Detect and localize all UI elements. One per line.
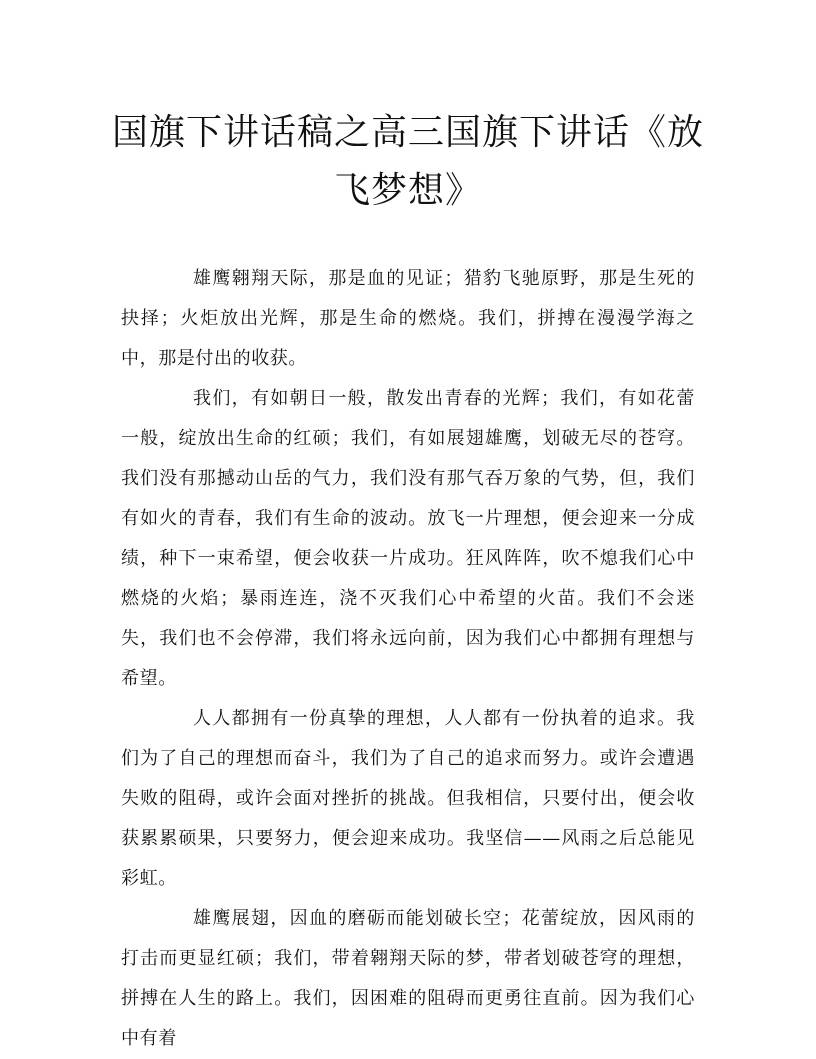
paragraph-1: 雄鹰翱翔天际，那是血的见证；猎豹飞驰原野，那是生死的抉择；火炬放出光辉，那是生命的燃烧。我们，拼搏在漫漫学海之中，那是付出的收获。 (121, 268, 695, 369)
document-title: 国旗下讲话稿之高三国旗下讲话《放飞梦想》 (111, 112, 704, 211)
paragraph-3: 人人都拥有一份真挚的理想，人人都有一份执着的追求。我们为了自己的理想而奋斗，我们为了自己的追求而努力。或许会遭遇失败的阻碍，或许会面对挫折的挑战。但我相信，只要付出，便会收获累累硕果，只要努力，便会迎来成功。我坚信——风雨之后总能见彩虹。 (121, 708, 695, 889)
document-body (121, 259, 695, 1059)
paragraph-2: 我们，有如朝日一般，散发出青春的光辉；我们，有如花蕾一般，绽放出生命的红硕；我们，有如展翅雄鹰，划破无尽的苍穹。我们没有那撼动山岳的气力，我们没有那气吞万象的气势，但，我们有如火的青春，我们有生命的波动。放飞一片理想，便会迎来一分成绩，种下一束希望，便会收获一片成功。狂风阵阵，吹不熄我们心中燃烧的火焰；暴雨连连，浇不灭我们心中希望的火苗。我们不会迷失，我们也不会停滞，我们将永远向前，因为我们心中都拥有理想与希望。 (121, 388, 695, 689)
paragraph-4: 雄鹰展翅，因血的磨砺而能划破长空；花蕾绽放，因风雨的打击而更显红硕；我们，带着翱翔天际的梦，带者划破苍穹的理想，拼搏在人生的路上。我们，因困难的阻碍而更勇往直前。因为我们心中有着 (121, 908, 695, 1049)
